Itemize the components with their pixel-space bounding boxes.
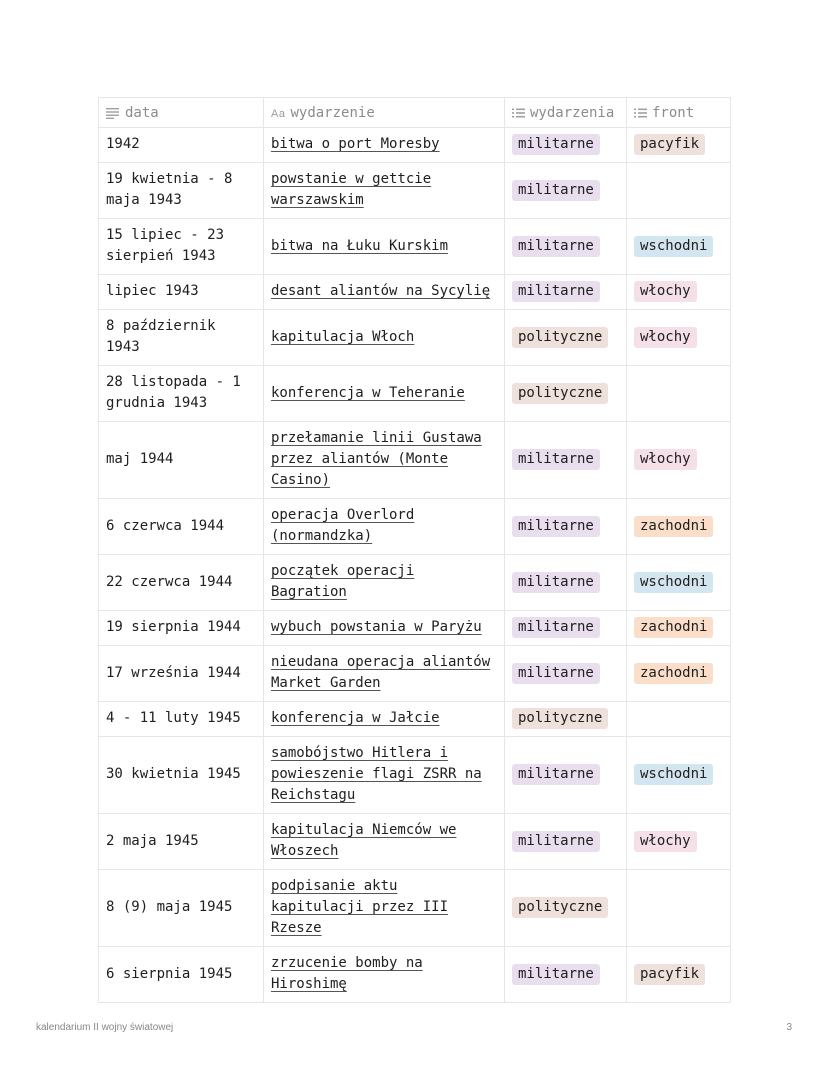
column-header-data-label: data (125, 104, 159, 121)
type-cell (505, 275, 627, 310)
table-row[interactable] (99, 310, 731, 366)
front-cell (627, 646, 731, 702)
table-row[interactable] (99, 422, 731, 499)
front-cell (627, 737, 731, 814)
table-row[interactable] (99, 947, 731, 1003)
type-tag: militarne (512, 134, 600, 155)
front-cell (627, 128, 731, 163)
event-link[interactable]: nieudana operacja aliantów Market Garden (271, 654, 491, 691)
event-cell (264, 555, 505, 611)
type-tag: militarne (512, 281, 600, 302)
type-tag: militarne (512, 663, 600, 684)
date-cell: 6 czerwca 1944 (99, 499, 264, 555)
table-row[interactable] (99, 163, 731, 219)
type-cell (505, 947, 627, 1003)
type-cell (505, 499, 627, 555)
event-cell (264, 702, 505, 737)
type-cell (505, 366, 627, 422)
event-cell (264, 611, 505, 646)
front-cell (627, 366, 731, 422)
front-tag: wschodni (634, 764, 713, 785)
footer-document-title: kalendarium II wojny światowej (36, 1022, 174, 1033)
event-cell (264, 366, 505, 422)
type-cell (505, 814, 627, 870)
date-cell: 8 (9) maja 1945 (99, 870, 264, 947)
table-row[interactable] (99, 555, 731, 611)
type-tag: militarne (512, 572, 600, 593)
event-link[interactable]: desant aliantów na Sycylię (271, 283, 491, 299)
event-cell (264, 219, 505, 275)
type-tag: militarne (512, 449, 600, 470)
event-cell (264, 310, 505, 366)
text-lines-icon (106, 107, 120, 119)
table-row[interactable] (99, 737, 731, 814)
event-cell (264, 870, 505, 947)
front-cell (627, 422, 731, 499)
column-header-wydarzenia[interactable] (505, 98, 627, 128)
event-link[interactable]: konferencja w Jałcie (271, 710, 440, 726)
date-cell: 19 sierpnia 1944 (99, 611, 264, 646)
date-cell: 17 września 1944 (99, 646, 264, 702)
date-cell: 28 listopada - 1 grudnia 1943 (99, 366, 264, 422)
date-cell: 8 październik 1943 (99, 310, 264, 366)
event-cell (264, 947, 505, 1003)
multi-select-icon (634, 107, 647, 119)
title-property-icon: Aa (271, 107, 286, 120)
event-link[interactable]: wybuch powstania w Paryżu (271, 619, 482, 635)
type-cell (505, 310, 627, 366)
type-cell (505, 128, 627, 163)
event-cell (264, 646, 505, 702)
date-cell: 2 maja 1945 (99, 814, 264, 870)
event-link[interactable]: podpisanie aktu kapitulacji przez III Rzesze (271, 878, 449, 936)
event-link[interactable]: bitwa na Łuku Kurskim (271, 237, 449, 254)
type-tag: militarne (512, 964, 600, 985)
type-tag: militarne (512, 516, 600, 537)
event-cell (264, 422, 505, 499)
type-tag: militarne (512, 831, 600, 852)
type-tag: militarne (512, 764, 600, 785)
date-cell: lipiec 1943 (99, 275, 264, 310)
front-cell (627, 814, 731, 870)
event-link[interactable]: powstanie w gettcie warszawskim (271, 171, 432, 208)
event-link[interactable]: przełamanie linii Gustawa przez aliantów (Monte Casino) (271, 430, 482, 488)
column-header-wydarzenie[interactable] (264, 98, 505, 128)
front-tag: wschodni (634, 572, 713, 593)
type-cell (505, 219, 627, 275)
front-tag: zachodni (634, 617, 713, 638)
date-cell: 15 lipiec - 23 sierpień 1943 (99, 219, 264, 275)
column-header-data[interactable] (99, 98, 264, 128)
event-link[interactable]: kapitulacja Włoch (271, 328, 415, 345)
event-cell (264, 163, 505, 219)
front-tag: pacyfik (634, 134, 705, 155)
front-tag: włochy (634, 327, 697, 348)
type-cell (505, 737, 627, 814)
front-cell (627, 555, 731, 611)
table-row[interactable] (99, 646, 731, 702)
date-cell: maj 1944 (99, 422, 264, 499)
front-tag: wschodni (634, 236, 713, 257)
event-link[interactable]: początek operacji Bagration (271, 563, 415, 600)
date-cell: 22 czerwca 1944 (99, 555, 264, 611)
table-header-row (99, 98, 731, 128)
type-cell (505, 163, 627, 219)
front-tag: zachodni (634, 663, 713, 684)
table-row[interactable] (99, 870, 731, 947)
type-cell (505, 422, 627, 499)
table-row[interactable] (99, 128, 731, 163)
date-cell: 19 kwietnia - 8 maja 1943 (99, 163, 264, 219)
type-cell (505, 611, 627, 646)
front-cell (627, 870, 731, 947)
front-tag: pacyfik (634, 964, 705, 985)
front-cell (627, 702, 731, 737)
table-row[interactable] (99, 275, 731, 310)
events-table (98, 97, 731, 1003)
type-tag: militarne (512, 236, 600, 257)
date-cell: 1942 (99, 128, 264, 163)
type-cell (505, 646, 627, 702)
event-link[interactable]: konferencja w Teheranie (271, 384, 465, 401)
event-cell (264, 737, 505, 814)
front-cell (627, 310, 731, 366)
type-tag: polityczne (512, 897, 608, 918)
front-cell (627, 163, 731, 219)
type-tag: polityczne (512, 383, 608, 404)
multi-select-icon (512, 107, 525, 119)
table-row[interactable] (99, 366, 731, 422)
type-tag: polityczne (512, 708, 608, 729)
front-tag: zachodni (634, 516, 713, 537)
event-link[interactable]: samobójstwo Hitlera i powieszenie flagi ZSRR na Reichstagu (271, 745, 482, 803)
table-row[interactable] (99, 499, 731, 555)
event-link[interactable]: bitwa o port Moresby (271, 136, 440, 152)
type-tag: militarne (512, 617, 600, 638)
type-tag: polityczne (512, 327, 608, 348)
column-header-wydarzenia-label: wydarzenia (530, 104, 615, 121)
table-row[interactable] (99, 219, 731, 275)
footer-page-number: 3 (786, 1022, 792, 1033)
column-header-front-label: front (652, 104, 695, 121)
type-tag: militarne (512, 180, 600, 201)
type-cell (505, 555, 627, 611)
front-cell (627, 219, 731, 275)
front-cell (627, 611, 731, 646)
table-row[interactable] (99, 611, 731, 646)
type-cell (505, 702, 627, 737)
front-tag: włochy (634, 449, 697, 470)
front-cell (627, 947, 731, 1003)
event-link[interactable]: zrzucenie bomby na Hiroshimę (271, 955, 423, 992)
column-header-front[interactable] (627, 98, 731, 128)
event-cell (264, 275, 505, 310)
event-link[interactable]: kapitulacja Niemców we Włoszech (271, 822, 457, 859)
event-cell (264, 814, 505, 870)
event-cell (264, 499, 505, 555)
event-link[interactable]: operacja Overlord (normandzka) (271, 507, 415, 544)
front-tag: włochy (634, 831, 697, 852)
front-tag: włochy (634, 281, 697, 302)
type-cell (505, 870, 627, 947)
event-cell (264, 128, 505, 163)
column-header-wydarzenie-label: wydarzenie (290, 104, 375, 121)
date-cell: 6 sierpnia 1945 (99, 947, 264, 1003)
table-row[interactable] (99, 702, 731, 737)
front-cell (627, 275, 731, 310)
front-cell (627, 499, 731, 555)
date-cell: 4 - 11 luty 1945 (99, 702, 264, 737)
table-row[interactable] (99, 814, 731, 870)
date-cell: 30 kwietnia 1945 (99, 737, 264, 814)
